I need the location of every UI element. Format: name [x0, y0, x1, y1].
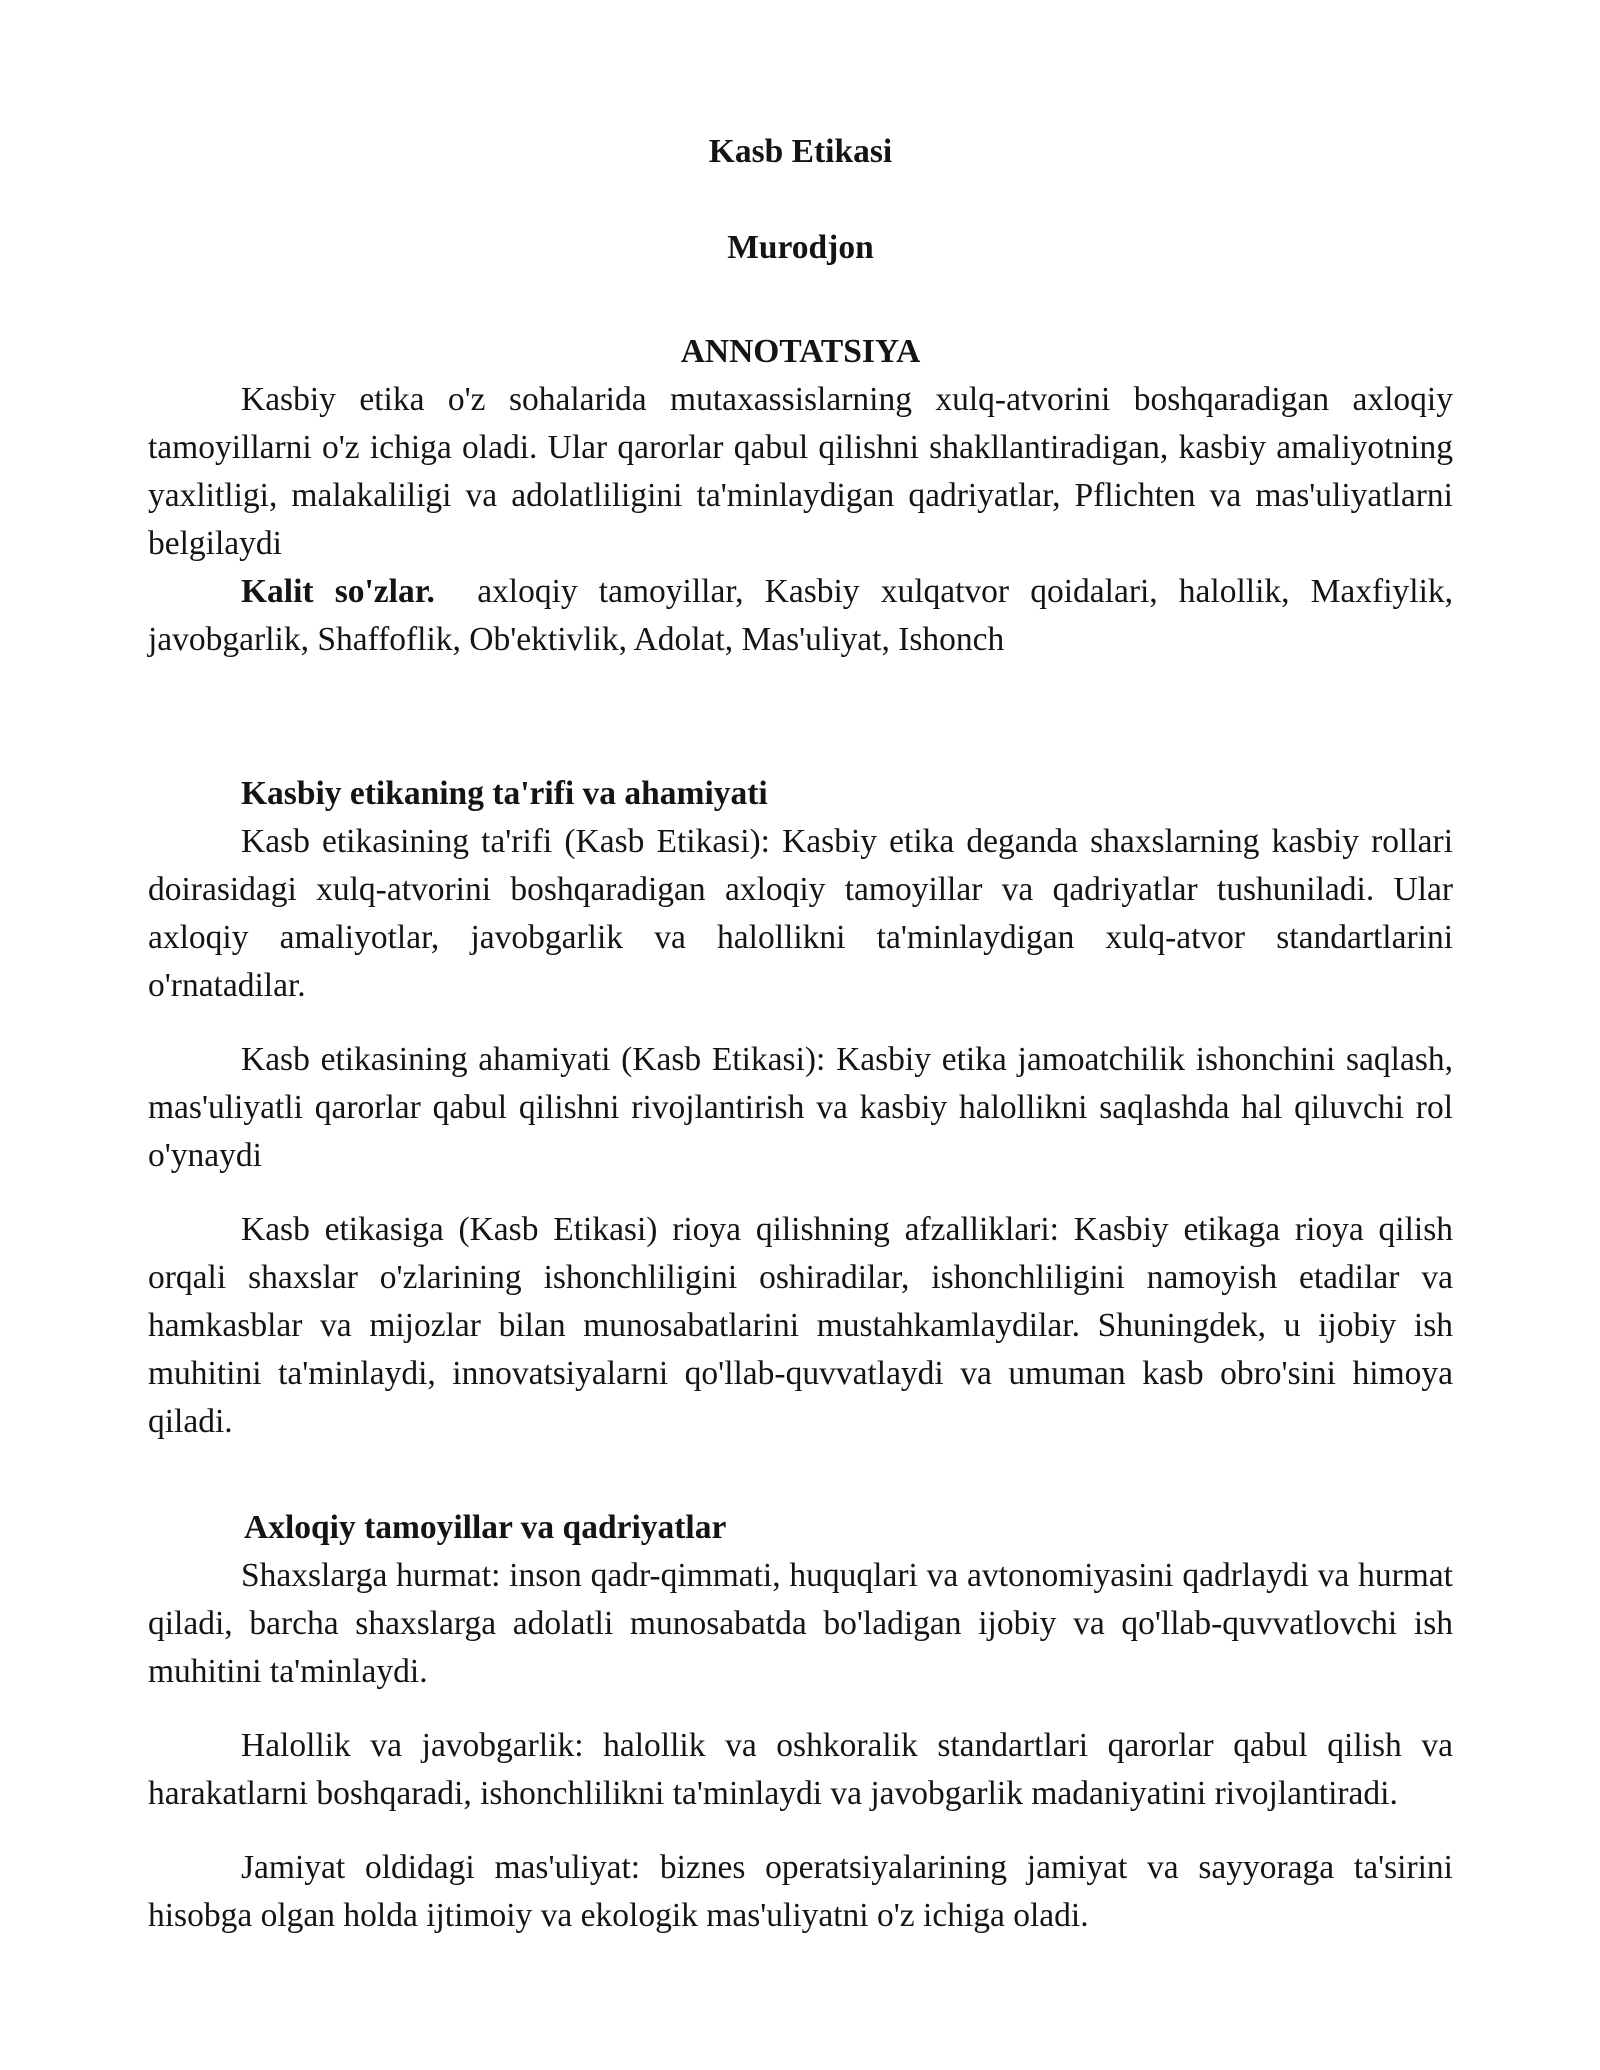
section-heading-principles: Axloqiy tamoyillar va qadriyatlar — [244, 1509, 727, 1546]
keywords-text: axloqiy tamoyillar, Kasbiy xulqatvor qoidalari, halollik, Maxfiylik, javobgarlik, Shaffoflik, Ob'ektivlik, Adolat, Mas'uliyat, Ishonch — [148, 573, 1454, 658]
document-title: Kasb Etikasi — [708, 133, 893, 170]
annotation-paragraph: Kasbiy etika o'z sohalarida mutaxassislarning xulq-atvorini boshqaradigan axloqiy tamoyillarni o'z ichiga oladi. Ular qarorlar qabul qilishni shakllantiradigan, kasbiy amaliyotning yaxlitligi, malakaliligi va adolatliligini ta'minlaydigan qadriyatlar, Pflichten va mas'uliyatlarni belgilaydi — [148, 381, 1453, 562]
keywords-paragraph — [148, 568, 1453, 664]
section1-paragraph: Kasb etikasiga (Kasb Etikasi) rioya qilishning afzalliklari: Kasbiy etikaga rioya qilish orqali shaxslar o'zlarining ishonchliligini oshiradilar, ishonchliligini namoyish etadilar va hamkasblar va mijozlar bilan munosabatlarini mustahkamlaydilar. Shuningdek, u ijobiy ish muhitini ta'minlaydi, innovatsiyalarni qo'llab-quvvatlaydi va umuman kasb obro'sini himoya qiladi. — [148, 1211, 1453, 1440]
section2-paragraph: Halollik va javobgarlik: halollik va oshkoralik standartlari qarorlar qabul qilish va harakatlarni boshqaradi, ishonchlilikni ta'minlaydi va javobgarlik madaniyatini rivojlantiradi. — [148, 1727, 1453, 1812]
section1-paragraph: Kasb etikasining ta'rifi (Kasb Etikasi): Kasbiy etika deganda shaxslarning kasbiy rollari doirasidagi xulq-atvorini boshqaradigan axloqiy tamoyillar va qadriyatlar tushuniladi. Ular axloqiy amaliyotlar, javobgarlik va halollikni ta'minlaydigan xulq-atvor standartlarini o'rnatadilar. — [148, 823, 1453, 1004]
section-heading-definition: Kasbiy etikaning ta'rifi va ahamiyati — [241, 775, 768, 812]
keywords-label: Kalit so'zlar. — [241, 573, 435, 610]
section1-paragraph: Kasb etikasining ahamiyati (Kasb Etikasi): Kasbiy etika jamoatchilik ishonchini saqlash, mas'uliyatli qarorlar qabul qilishni rivojlantirish va kasbiy halollikni saqlashda hal qiluvchi rol o'ynaydi — [148, 1041, 1453, 1174]
annotation-heading: ANNOTATSIYA — [680, 333, 921, 370]
document-author: Murodjon — [727, 229, 874, 266]
section2-paragraph: Shaxslarga hurmat: inson qadr-qimmati, huquqlari va avtonomiyasini qadrlaydi va hurmat qiladi, barcha shaxslarga adolatli munosabatda bo'ladigan ijobiy va qo'llab-quvvatlovchi ish muhitini ta'minlaydi. — [148, 1557, 1453, 1690]
section2-paragraph: Jamiyat oldidagi mas'uliyat: biznes operatsiyalarining jamiyat va sayyoraga ta'sirini hisobga olgan holda ijtimoiy va ekologik mas'uliyatni o'z ichiga oladi. — [148, 1849, 1453, 1934]
